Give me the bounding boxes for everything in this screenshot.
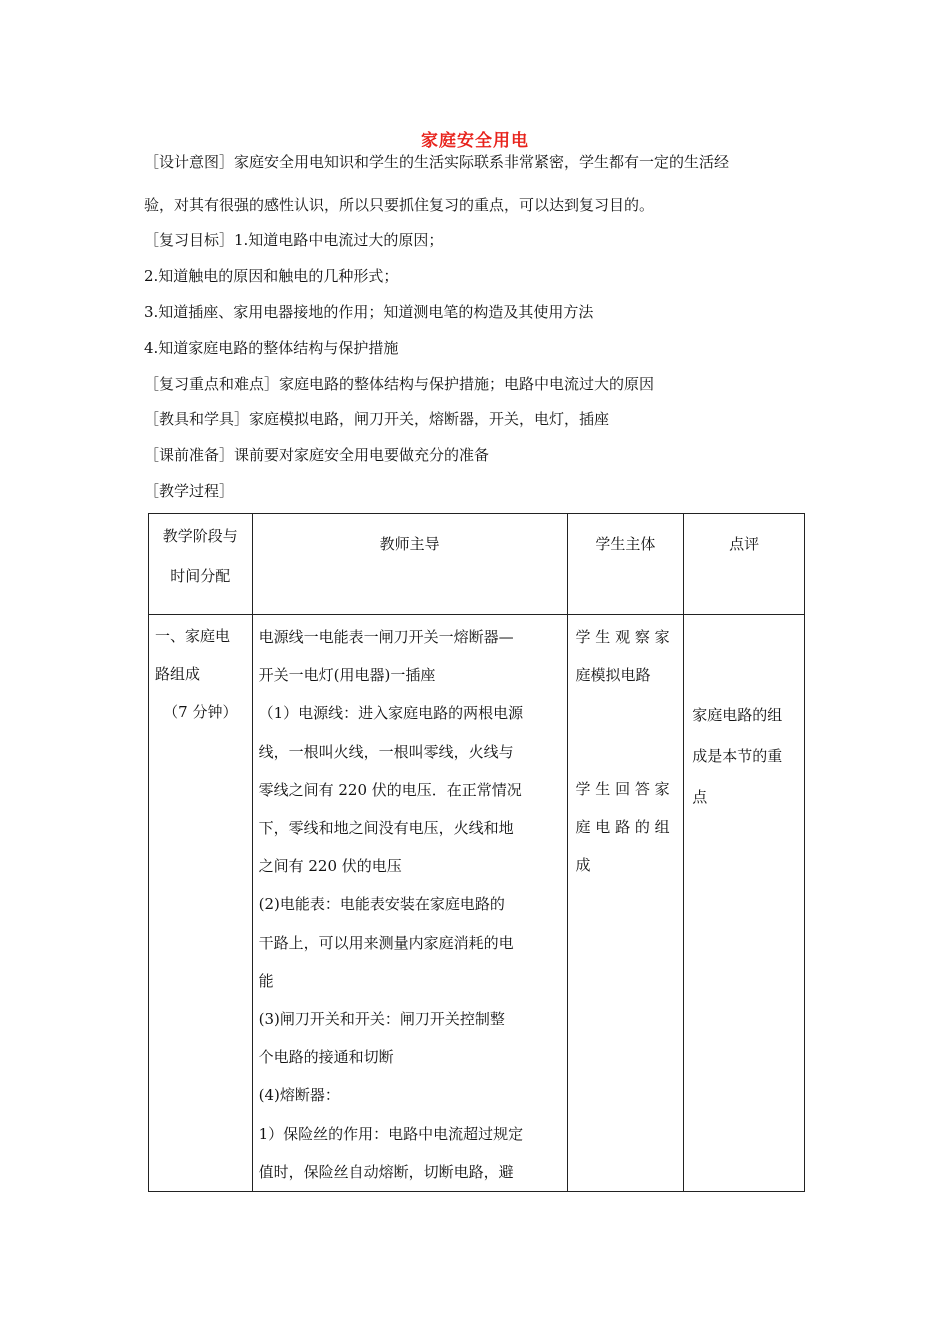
header-stage: 教学阶段与 时间分配	[149, 514, 253, 615]
key-points: ［复习重点和难点］家庭电路的整体结构与保护措施；电路中电流过大的原因	[144, 375, 655, 393]
review-goals: ［复习目标］1.知道电路中电流过大的原因；	[144, 231, 444, 249]
review-goal-3: 3.知道插座、家用电器接地的作用；知道测电笔的构造及其使用方法	[144, 303, 594, 321]
table-row	[149, 615, 805, 1192]
process-heading: ［教学过程］	[144, 482, 235, 500]
lesson-table	[148, 513, 805, 1192]
header-student: 学生主体	[567, 514, 684, 615]
page-title: 家庭安全用电	[421, 131, 529, 151]
header-teacher: 教师主导	[252, 514, 567, 615]
student-cell: 学 生 观 察 家 庭模拟电路 学 生 回 答 家 庭 电 路 的 组 成	[567, 615, 684, 1192]
comment-cell: 家庭电路的组 成是本节的重 点	[684, 615, 805, 1192]
review-goal-4: 4.知道家庭电路的整体结构与保护措施	[144, 339, 399, 357]
review-goal-2: 2.知道触电的原因和触电的几种形式；	[144, 267, 399, 285]
design-intent-line-2: 验，对其有很强的感性认识，所以只要抓住复习的重点，可以达到复习目的。	[144, 196, 655, 214]
stage-cell: 一、家庭电 路组成 （7 分钟）	[149, 615, 253, 1192]
table-header-row	[149, 514, 805, 615]
teacher-cell: 电源线一电能表一闸刀开关一熔断器— 开关一电灯(用电器)一插座 （1）电源线：进入家庭电路的两根电源 线，一根叫火线，一根叫零线，火线与 零线之间有 220 伏的电压．在正常情况 下，零线和地之间没有电压，火线和地 之间有 220 伏的电压 (2)电能表：电能表安装在家庭电路的 干路上，可以用来测量内家庭消耗的电 能 (3)闸刀开关和开关：闸刀开关控制整 个电路的接通和切断 (4)熔断器： 1）保险丝的作用：电路中电流超过规定 值时，保险丝自动熔断，切断电路，避	[252, 615, 567, 1192]
preparation: ［课前准备］课前要对家庭安全用电要做充分的准备	[144, 446, 490, 464]
header-comment: 点评	[684, 514, 805, 615]
design-intent-line-1: ［设计意图］家庭安全用电知识和学生的生活实际联系非常紧密，学生都有一定的生活经	[144, 153, 730, 171]
teaching-aids: ［教具和学具］家庭模拟电路，闸刀开关，熔断器，开关，电灯，插座	[144, 410, 610, 428]
